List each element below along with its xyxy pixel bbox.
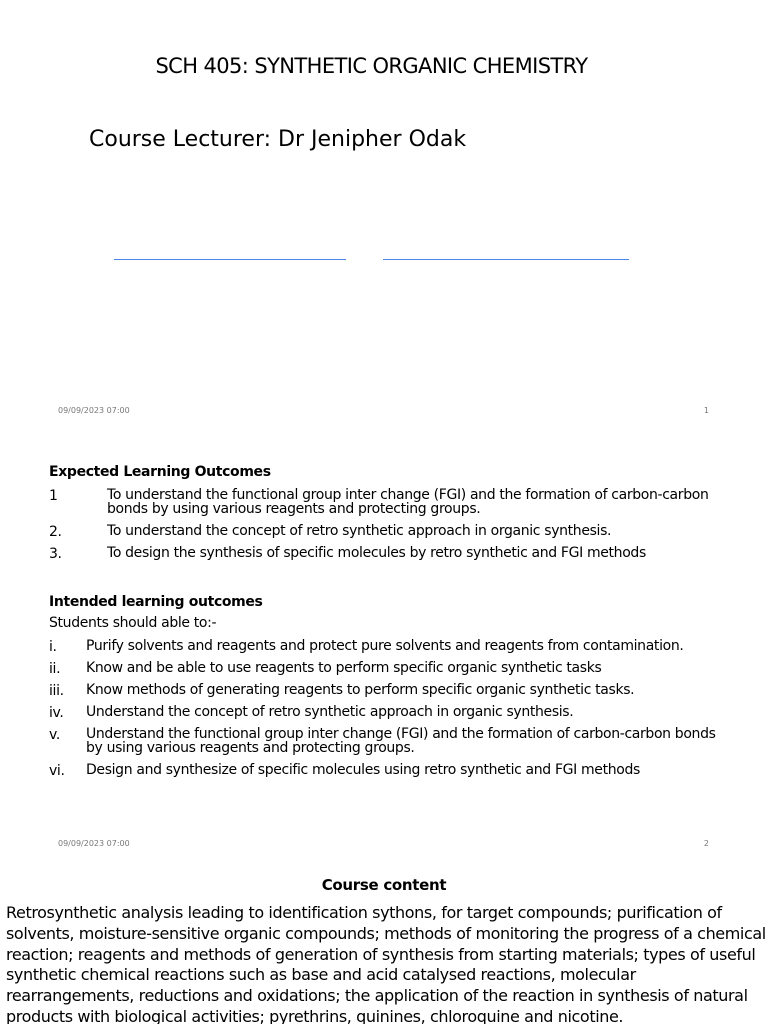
list-item-text: Understand the functional group inter change (FGI) and the formation of carbon-carbon bonds by using various reagents and protecting groups. — [86, 726, 716, 756]
course-content-heading: Course content — [321, 876, 447, 894]
list-item-text: Design and synthesize of specific molecules using retro synthetic and FGI methods — [86, 762, 640, 778]
list-item-number: 1 — [49, 488, 58, 504]
list-item-number: ii. — [49, 661, 61, 677]
slide-footer-date: 09/09/2023 07:00 — [58, 406, 130, 415]
list-item-text: Know methods of generating reagents to perform specific organic synthetic tasks. — [86, 682, 635, 698]
list-item — [49, 546, 729, 560]
list-item — [49, 763, 729, 777]
list-item-number: iv. — [49, 705, 64, 721]
slide-2 — [0, 432, 768, 865]
list-item-number: vi. — [49, 763, 65, 779]
list-item-number: 3. — [49, 546, 62, 562]
list-item — [49, 705, 729, 719]
list-item-number: i. — [49, 639, 57, 655]
list-item-text: Purify solvents and reagents and protect pure solvents and reagents from contamination. — [86, 638, 684, 654]
list-item-number: iii. — [49, 683, 64, 699]
slide-footer-date: 09/09/2023 07:00 — [58, 839, 130, 848]
list-item — [49, 727, 729, 755]
slide-1 — [0, 0, 768, 432]
list-item-text: Know and be able to use reagents to perform specific organic synthetic tasks — [86, 660, 602, 676]
slide-page-number: 2 — [703, 839, 709, 848]
course-title: SCH 405: SYNTHETIC ORGANIC CHEMISTRY — [155, 54, 588, 78]
list-item-number: 2. — [49, 524, 62, 540]
link-underline-left[interactable] — [114, 259, 346, 260]
slide-3 — [0, 865, 768, 1024]
list-item-text: To design the synthesis of specific molecules by retro synthetic and FGI methods — [107, 545, 646, 561]
expected-outcomes-list — [49, 488, 729, 560]
list-item-text: To understand the functional group inter change (FGI) and the formation of carbon-carbon bonds by using various reagents and protecting groups. — [107, 487, 709, 517]
intended-outcomes-list — [49, 639, 729, 777]
course-content-body: Retrosynthetic analysis leading to identification sythons, for target compounds; purification of solvents, moisture-sensitive organic compounds; methods of monitoring the progress of a chemical reaction; reagents and methods of generation of synthesis from starting materials; types of useful synthetic chemical reactions such as base and acid catalysed reactions, molecular rearrangements, reductions and oxidations; the application of the reaction in synthesis of natural products with biological activities; pyrethrins, quinines, chloroquine and nicotine. — [6, 903, 766, 1024]
list-item — [49, 524, 729, 538]
course-lecturer: Course Lecturer: Dr Jenipher Odak — [89, 127, 467, 152]
list-item — [49, 661, 729, 675]
list-item — [49, 683, 729, 697]
list-item — [49, 639, 729, 653]
slide-page-number: 1 — [703, 406, 709, 415]
intended-outcomes-heading: Intended learning outcomes — [49, 594, 263, 610]
link-underline-right[interactable] — [383, 259, 629, 260]
expected-outcomes-heading: Expected Learning Outcomes — [49, 464, 271, 480]
list-item-number: v. — [49, 727, 60, 743]
list-item — [49, 488, 729, 516]
list-item-text: Understand the concept of retro synthetic approach in organic synthesis. — [86, 704, 574, 720]
list-item-text: To understand the concept of retro synthetic approach in organic synthesis. — [107, 523, 612, 539]
students-intro: Students should able to:- — [49, 615, 217, 631]
